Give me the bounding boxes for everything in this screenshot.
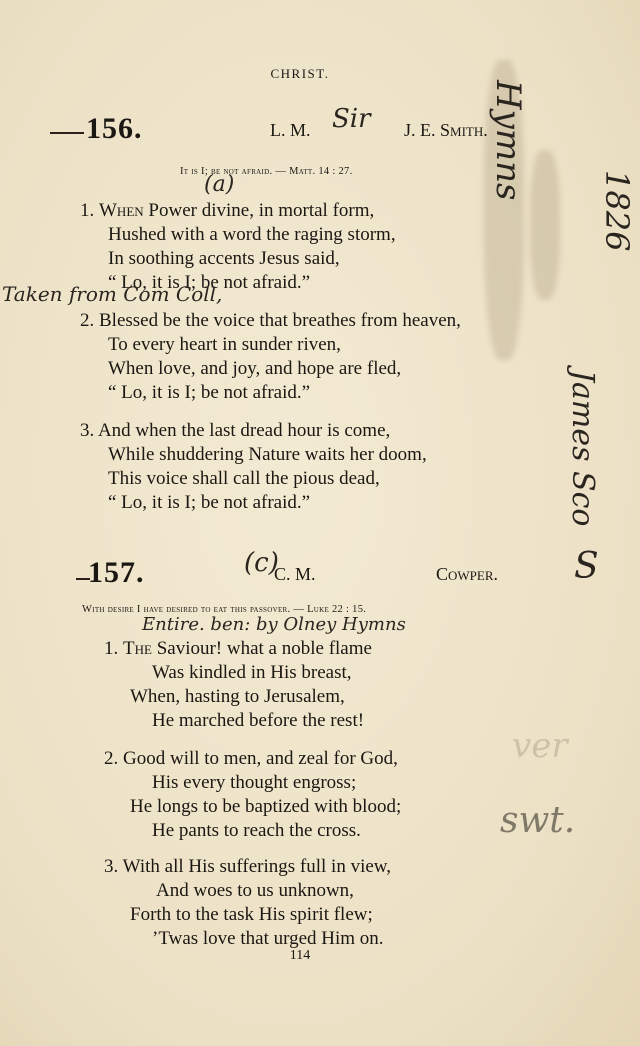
stanza-line <box>80 200 374 222</box>
stanza-line-text: Power divine, in mortal form, <box>148 200 375 221</box>
handwritten-note: Taken from Com Coll, <box>2 282 223 306</box>
handwritten-margin-letter: S <box>574 546 599 587</box>
stanza-number: 2. <box>104 748 119 769</box>
stanza-line-text: And when the last dread hour is come, <box>97 420 391 441</box>
author-surname: Smith. <box>440 120 488 140</box>
handwritten-c-mark: (c) <box>244 548 279 578</box>
stanza-first-word: When <box>99 200 144 221</box>
handwritten-sir: Sir <box>332 104 371 134</box>
stanza-line: In soothing accents Jesus said, <box>108 248 340 269</box>
running-head: CHRIST. <box>270 66 330 81</box>
page-number: 114 <box>289 948 311 963</box>
stanza-line: “ Lo, it is I; be not afraid.” <box>108 492 311 513</box>
stanza-line: This voice shall call the pious dead, <box>108 468 380 489</box>
handwritten-margin-vertical: Hymns <box>488 80 528 201</box>
stanza-number: 3. <box>80 420 95 441</box>
hymn-meter: L. M. <box>270 120 311 140</box>
stanza-line-text: With all His sufferings full in view, <box>122 856 392 877</box>
handwritten-margin-year: 1826 <box>598 170 636 252</box>
hymn-number: 156. <box>86 112 143 145</box>
ink-smudge <box>530 150 560 300</box>
handwritten-note: Entire. ben: by Olney Hymns <box>142 614 406 635</box>
stanza-line: “ Lo, it is I; be not afraid.” <box>108 382 311 403</box>
stanza-line <box>80 310 461 332</box>
stanza-number: 3. <box>104 856 119 877</box>
handwritten-margin-ver: ver <box>512 726 568 766</box>
stanza-line <box>80 420 390 442</box>
stanza-line: He longs to be baptized with blood; <box>130 796 402 817</box>
stanza-line-text: Saviour! what a noble flame <box>156 638 372 659</box>
stanza-line: “ Lo, it is I; be not afraid.” <box>108 272 311 293</box>
stanza-line-text: Blessed be the voice that breathes from heaven, <box>99 310 461 331</box>
stanza-line: ’Twas love that urged Him on. <box>152 928 384 949</box>
hymn-meter: C. M. <box>274 564 316 584</box>
hymn-author <box>404 120 488 141</box>
stanza-number: 1. <box>104 638 119 659</box>
stanza-line: When, hasting to Jerusalem, <box>130 686 345 707</box>
stanza-line: To every heart in sunder riven, <box>108 334 341 355</box>
stanza-line: When love, and joy, and hope are fled, <box>108 358 402 379</box>
stanza-number: 1. <box>80 200 95 221</box>
author-surname: Cowper. <box>436 564 499 584</box>
hymn-156-heading <box>0 112 640 145</box>
stanza-line: His every thought engross; <box>152 772 357 793</box>
stanza-first-word: The <box>123 638 152 659</box>
hymn-epigraph: It is I; be not afraid. — Matt. 14 : 27. <box>180 166 353 177</box>
stanza-line: And woes to us unknown, <box>156 880 354 901</box>
stanza-number: 2. <box>80 310 95 331</box>
hymn-epigraph: With desire I have desired to eat this passover. — Luke 22 : 15. <box>82 604 367 615</box>
handwritten-dash <box>50 132 84 134</box>
hymn-157-heading <box>0 556 640 589</box>
stanza-line: He pants to reach the cross. <box>152 820 361 841</box>
handwritten-a-mark: (a) <box>204 172 235 197</box>
stanza-line <box>104 856 391 878</box>
stanza-line: He marched before the rest! <box>152 710 365 731</box>
author-initials: J. E. <box>404 120 436 140</box>
stanza-line: While shuddering Nature waits her doom, <box>108 444 427 465</box>
stanza-line: Forth to the task His spirit flew; <box>130 904 373 925</box>
stanza-line: Was kindled in His breast, <box>152 662 352 683</box>
stanza-line <box>104 748 398 770</box>
hymn-author <box>436 564 498 585</box>
stanza-line: Hushed with a word the raging storm, <box>108 224 396 245</box>
handwritten-margin-vertical: James Sco <box>565 370 600 527</box>
stanza-line <box>104 638 372 660</box>
hymn-number: 157. <box>88 556 145 589</box>
stanza-line-text: Good will to men, and zeal for God, <box>123 748 398 769</box>
handwritten-margin-swt: swt. <box>500 800 576 841</box>
